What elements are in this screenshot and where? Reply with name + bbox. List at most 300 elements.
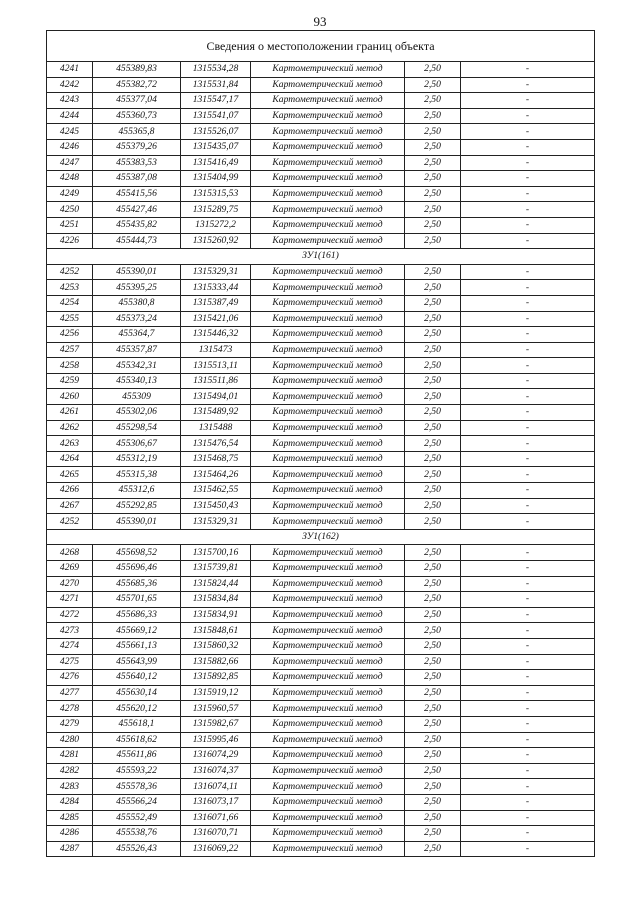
table-title-row bbox=[47, 31, 595, 62]
description-cell: - bbox=[461, 779, 595, 795]
method-cell: Картометрический метод bbox=[251, 545, 405, 561]
description-cell: - bbox=[461, 77, 595, 93]
accuracy-cell: 2,50 bbox=[405, 576, 461, 592]
accuracy-cell: 2,50 bbox=[405, 202, 461, 218]
x-coordinate-cell: 455538,76 bbox=[93, 826, 181, 842]
accuracy-cell: 2,50 bbox=[405, 436, 461, 452]
point-number-cell: 4277 bbox=[47, 685, 93, 701]
method-cell: Картометрический метод bbox=[251, 233, 405, 249]
description-cell: - bbox=[461, 124, 595, 140]
y-coordinate-cell: 1315476,54 bbox=[181, 436, 251, 452]
y-coordinate-cell: 1315848,61 bbox=[181, 623, 251, 639]
table-row bbox=[47, 592, 595, 608]
method-cell: Картометрический метод bbox=[251, 654, 405, 670]
y-coordinate-cell: 1315919,12 bbox=[181, 685, 251, 701]
description-cell: - bbox=[461, 451, 595, 467]
point-number-cell: 4272 bbox=[47, 607, 93, 623]
y-coordinate-cell: 1316073,17 bbox=[181, 794, 251, 810]
accuracy-cell: 2,50 bbox=[405, 685, 461, 701]
description-cell: - bbox=[461, 311, 595, 327]
point-number-cell: 4242 bbox=[47, 77, 93, 93]
description-cell: - bbox=[461, 217, 595, 233]
description-cell: - bbox=[461, 155, 595, 171]
table-row bbox=[47, 108, 595, 124]
table-row bbox=[47, 685, 595, 701]
table-row bbox=[47, 763, 595, 779]
method-cell: Картометрический метод bbox=[251, 483, 405, 499]
x-coordinate-cell: 455302,06 bbox=[93, 405, 181, 421]
description-cell: - bbox=[461, 342, 595, 358]
description-cell: - bbox=[461, 545, 595, 561]
description-cell: - bbox=[461, 623, 595, 639]
x-coordinate-cell: 455380,8 bbox=[93, 295, 181, 311]
point-number-cell: 4247 bbox=[47, 155, 93, 171]
x-coordinate-cell: 455389,83 bbox=[93, 62, 181, 78]
point-number-cell: 4257 bbox=[47, 342, 93, 358]
accuracy-cell: 2,50 bbox=[405, 748, 461, 764]
description-cell: - bbox=[461, 295, 595, 311]
x-coordinate-cell: 455435,82 bbox=[93, 217, 181, 233]
page-number: 93 bbox=[313, 14, 327, 29]
method-cell: Картометрический метод bbox=[251, 514, 405, 530]
table-row bbox=[47, 124, 595, 140]
method-cell: Картометрический метод bbox=[251, 202, 405, 218]
y-coordinate-cell: 1315329,31 bbox=[181, 264, 251, 280]
table-row bbox=[47, 186, 595, 202]
x-coordinate-cell: 455312,6 bbox=[93, 483, 181, 499]
method-cell: Картометрический метод bbox=[251, 810, 405, 826]
table-row bbox=[47, 545, 595, 561]
description-cell: - bbox=[461, 748, 595, 764]
accuracy-cell: 2,50 bbox=[405, 217, 461, 233]
accuracy-cell: 2,50 bbox=[405, 93, 461, 109]
method-cell: Картометрический метод bbox=[251, 139, 405, 155]
point-number-cell: 4252 bbox=[47, 264, 93, 280]
y-coordinate-cell: 1315329,31 bbox=[181, 514, 251, 530]
table-row bbox=[47, 623, 595, 639]
point-number-cell: 4283 bbox=[47, 779, 93, 795]
accuracy-cell: 2,50 bbox=[405, 280, 461, 296]
accuracy-cell: 2,50 bbox=[405, 358, 461, 374]
method-cell: Картометрический метод bbox=[251, 155, 405, 171]
x-coordinate-cell: 455357,87 bbox=[93, 342, 181, 358]
point-number-cell: 4282 bbox=[47, 763, 93, 779]
method-cell: Картометрический метод bbox=[251, 77, 405, 93]
table-row bbox=[47, 420, 595, 436]
section-label: ЗУ1(162) bbox=[47, 529, 595, 545]
point-number-cell: 4256 bbox=[47, 327, 93, 343]
y-coordinate-cell: 1315446,32 bbox=[181, 327, 251, 343]
method-cell: Картометрический метод bbox=[251, 186, 405, 202]
point-number-cell: 4253 bbox=[47, 280, 93, 296]
accuracy-cell: 2,50 bbox=[405, 327, 461, 343]
point-number-cell: 4269 bbox=[47, 561, 93, 577]
y-coordinate-cell: 1316071,66 bbox=[181, 810, 251, 826]
y-coordinate-cell: 1316074,11 bbox=[181, 779, 251, 795]
accuracy-cell: 2,50 bbox=[405, 514, 461, 530]
method-cell: Картометрический метод bbox=[251, 311, 405, 327]
x-coordinate-cell: 455312,19 bbox=[93, 451, 181, 467]
point-number-cell: 4270 bbox=[47, 576, 93, 592]
y-coordinate-cell: 1315511,86 bbox=[181, 373, 251, 389]
description-cell: - bbox=[461, 373, 595, 389]
y-coordinate-cell: 1315333,44 bbox=[181, 280, 251, 296]
x-coordinate-cell: 455618,1 bbox=[93, 716, 181, 732]
point-number-cell: 4262 bbox=[47, 420, 93, 436]
y-coordinate-cell: 1315982,67 bbox=[181, 716, 251, 732]
method-cell: Картометрический метод bbox=[251, 451, 405, 467]
method-cell: Картометрический метод bbox=[251, 124, 405, 140]
y-coordinate-cell: 1315892,85 bbox=[181, 670, 251, 686]
x-coordinate-cell: 455298,54 bbox=[93, 420, 181, 436]
x-coordinate-cell: 455686,33 bbox=[93, 607, 181, 623]
method-cell: Картометрический метод bbox=[251, 498, 405, 514]
description-cell: - bbox=[461, 670, 595, 686]
method-cell: Картометрический метод bbox=[251, 592, 405, 608]
description-cell: - bbox=[461, 436, 595, 452]
section-label: ЗУ1(161) bbox=[47, 249, 595, 265]
boundary-table-container bbox=[46, 30, 594, 857]
description-cell: - bbox=[461, 233, 595, 249]
x-coordinate-cell: 455698,52 bbox=[93, 545, 181, 561]
boundary-coordinates-table bbox=[46, 30, 595, 857]
accuracy-cell: 2,50 bbox=[405, 701, 461, 717]
table-row bbox=[47, 217, 595, 233]
method-cell: Картометрический метод bbox=[251, 295, 405, 311]
accuracy-cell: 2,50 bbox=[405, 342, 461, 358]
x-coordinate-cell: 455390,01 bbox=[93, 514, 181, 530]
method-cell: Картометрический метод bbox=[251, 93, 405, 109]
accuracy-cell: 2,50 bbox=[405, 405, 461, 421]
point-number-cell: 4249 bbox=[47, 186, 93, 202]
description-cell: - bbox=[461, 280, 595, 296]
x-coordinate-cell: 455696,46 bbox=[93, 561, 181, 577]
y-coordinate-cell: 1315404,99 bbox=[181, 171, 251, 187]
method-cell: Картометрический метод bbox=[251, 171, 405, 187]
method-cell: Картометрический метод bbox=[251, 358, 405, 374]
point-number-cell: 4245 bbox=[47, 124, 93, 140]
x-coordinate-cell: 455661,13 bbox=[93, 638, 181, 654]
accuracy-cell: 2,50 bbox=[405, 186, 461, 202]
point-number-cell: 4267 bbox=[47, 498, 93, 514]
y-coordinate-cell: 1315547,17 bbox=[181, 93, 251, 109]
method-cell: Картометрический метод bbox=[251, 607, 405, 623]
description-cell: - bbox=[461, 186, 595, 202]
point-number-cell: 4264 bbox=[47, 451, 93, 467]
x-coordinate-cell: 455669,12 bbox=[93, 623, 181, 639]
description-cell: - bbox=[461, 826, 595, 842]
x-coordinate-cell: 455382,72 bbox=[93, 77, 181, 93]
description-cell: - bbox=[461, 467, 595, 483]
point-number-cell: 4226 bbox=[47, 233, 93, 249]
point-number-cell: 4276 bbox=[47, 670, 93, 686]
description-cell: - bbox=[461, 202, 595, 218]
point-number-cell: 4243 bbox=[47, 93, 93, 109]
y-coordinate-cell: 1315526,07 bbox=[181, 124, 251, 140]
point-number-cell: 4271 bbox=[47, 592, 93, 608]
y-coordinate-cell: 1315315,53 bbox=[181, 186, 251, 202]
x-coordinate-cell: 455701,65 bbox=[93, 592, 181, 608]
table-row bbox=[47, 62, 595, 78]
method-cell: Картометрический метод bbox=[251, 794, 405, 810]
accuracy-cell: 2,50 bbox=[405, 826, 461, 842]
x-coordinate-cell: 455566,24 bbox=[93, 794, 181, 810]
point-number-cell: 4263 bbox=[47, 436, 93, 452]
method-cell: Картометрический метод bbox=[251, 732, 405, 748]
table-body bbox=[47, 31, 595, 857]
method-cell: Картометрический метод bbox=[251, 763, 405, 779]
table-row bbox=[47, 732, 595, 748]
x-coordinate-cell: 455309 bbox=[93, 389, 181, 405]
description-cell: - bbox=[461, 483, 595, 499]
description-cell: - bbox=[461, 93, 595, 109]
accuracy-cell: 2,50 bbox=[405, 139, 461, 155]
description-cell: - bbox=[461, 514, 595, 530]
table-row bbox=[47, 670, 595, 686]
point-number-cell: 4252 bbox=[47, 514, 93, 530]
accuracy-cell: 2,50 bbox=[405, 545, 461, 561]
accuracy-cell: 2,50 bbox=[405, 155, 461, 171]
x-coordinate-cell: 455643,99 bbox=[93, 654, 181, 670]
x-coordinate-cell: 455387,08 bbox=[93, 171, 181, 187]
y-coordinate-cell: 1315416,49 bbox=[181, 155, 251, 171]
x-coordinate-cell: 455306,67 bbox=[93, 436, 181, 452]
y-coordinate-cell: 1315531,84 bbox=[181, 77, 251, 93]
table-row bbox=[47, 841, 595, 857]
description-cell: - bbox=[461, 405, 595, 421]
method-cell: Картометрический метод bbox=[251, 62, 405, 78]
table-row bbox=[47, 701, 595, 717]
accuracy-cell: 2,50 bbox=[405, 810, 461, 826]
y-coordinate-cell: 1315464,26 bbox=[181, 467, 251, 483]
x-coordinate-cell: 455342,31 bbox=[93, 358, 181, 374]
accuracy-cell: 2,50 bbox=[405, 420, 461, 436]
description-cell: - bbox=[461, 592, 595, 608]
point-number-cell: 4261 bbox=[47, 405, 93, 421]
table-row bbox=[47, 467, 595, 483]
table-row bbox=[47, 779, 595, 795]
x-coordinate-cell: 455593,22 bbox=[93, 763, 181, 779]
y-coordinate-cell: 1315494,01 bbox=[181, 389, 251, 405]
point-number-cell: 4287 bbox=[47, 841, 93, 857]
y-coordinate-cell: 1315421,06 bbox=[181, 311, 251, 327]
x-coordinate-cell: 455377,04 bbox=[93, 93, 181, 109]
point-number-cell: 4273 bbox=[47, 623, 93, 639]
x-coordinate-cell: 455315,38 bbox=[93, 467, 181, 483]
accuracy-cell: 2,50 bbox=[405, 311, 461, 327]
description-cell: - bbox=[461, 763, 595, 779]
accuracy-cell: 2,50 bbox=[405, 623, 461, 639]
point-number-cell: 4241 bbox=[47, 62, 93, 78]
description-cell: - bbox=[461, 654, 595, 670]
x-coordinate-cell: 455444,73 bbox=[93, 233, 181, 249]
point-number-cell: 4244 bbox=[47, 108, 93, 124]
table-row bbox=[47, 373, 595, 389]
point-number-cell: 4268 bbox=[47, 545, 93, 561]
point-number-cell: 4250 bbox=[47, 202, 93, 218]
method-cell: Картометрический метод bbox=[251, 436, 405, 452]
description-cell: - bbox=[461, 561, 595, 577]
x-coordinate-cell: 455611,86 bbox=[93, 748, 181, 764]
method-cell: Картометрический метод bbox=[251, 623, 405, 639]
point-number-cell: 4266 bbox=[47, 483, 93, 499]
y-coordinate-cell: 1316074,37 bbox=[181, 763, 251, 779]
x-coordinate-cell: 455685,36 bbox=[93, 576, 181, 592]
description-cell: - bbox=[461, 701, 595, 717]
point-number-cell: 4248 bbox=[47, 171, 93, 187]
method-cell: Картометрический метод bbox=[251, 716, 405, 732]
table-row bbox=[47, 638, 595, 654]
point-number-cell: 4265 bbox=[47, 467, 93, 483]
table-row bbox=[47, 405, 595, 421]
accuracy-cell: 2,50 bbox=[405, 779, 461, 795]
table-row bbox=[47, 748, 595, 764]
method-cell: Картометрический метод bbox=[251, 327, 405, 343]
method-cell: Картометрический метод bbox=[251, 701, 405, 717]
y-coordinate-cell: 1315387,49 bbox=[181, 295, 251, 311]
accuracy-cell: 2,50 bbox=[405, 77, 461, 93]
y-coordinate-cell: 1315289,75 bbox=[181, 202, 251, 218]
table-row bbox=[47, 93, 595, 109]
y-coordinate-cell: 1315824,44 bbox=[181, 576, 251, 592]
x-coordinate-cell: 455383,53 bbox=[93, 155, 181, 171]
description-cell: - bbox=[461, 358, 595, 374]
method-cell: Картометрический метод bbox=[251, 779, 405, 795]
x-coordinate-cell: 455526,43 bbox=[93, 841, 181, 857]
description-cell: - bbox=[461, 171, 595, 187]
method-cell: Картометрический метод bbox=[251, 748, 405, 764]
y-coordinate-cell: 1315260,92 bbox=[181, 233, 251, 249]
accuracy-cell: 2,50 bbox=[405, 233, 461, 249]
point-number-cell: 4254 bbox=[47, 295, 93, 311]
method-cell: Картометрический метод bbox=[251, 108, 405, 124]
accuracy-cell: 2,50 bbox=[405, 124, 461, 140]
description-cell: - bbox=[461, 810, 595, 826]
y-coordinate-cell: 1315462,55 bbox=[181, 483, 251, 499]
table-row bbox=[47, 826, 595, 842]
method-cell: Картометрический метод bbox=[251, 826, 405, 842]
x-coordinate-cell: 455552,49 bbox=[93, 810, 181, 826]
point-number-cell: 4255 bbox=[47, 311, 93, 327]
method-cell: Картометрический метод bbox=[251, 561, 405, 577]
accuracy-cell: 2,50 bbox=[405, 295, 461, 311]
y-coordinate-cell: 1315489,92 bbox=[181, 405, 251, 421]
method-cell: Картометрический метод bbox=[251, 373, 405, 389]
description-cell: - bbox=[461, 62, 595, 78]
point-number-cell: 4251 bbox=[47, 217, 93, 233]
point-number-cell: 4278 bbox=[47, 701, 93, 717]
y-coordinate-cell: 1315513,11 bbox=[181, 358, 251, 374]
method-cell: Картометрический метод bbox=[251, 389, 405, 405]
table-row bbox=[47, 607, 595, 623]
accuracy-cell: 2,50 bbox=[405, 373, 461, 389]
accuracy-cell: 2,50 bbox=[405, 171, 461, 187]
method-cell: Картометрический метод bbox=[251, 841, 405, 857]
point-number-cell: 4285 bbox=[47, 810, 93, 826]
description-cell: - bbox=[461, 685, 595, 701]
table-row bbox=[47, 654, 595, 670]
table-row bbox=[47, 311, 595, 327]
description-cell: - bbox=[461, 794, 595, 810]
table-row bbox=[47, 280, 595, 296]
description-cell: - bbox=[461, 716, 595, 732]
description-cell: - bbox=[461, 327, 595, 343]
table-row bbox=[47, 436, 595, 452]
table-row bbox=[47, 483, 595, 499]
description-cell: - bbox=[461, 139, 595, 155]
y-coordinate-cell: 1315435,07 bbox=[181, 139, 251, 155]
accuracy-cell: 2,50 bbox=[405, 62, 461, 78]
table-row bbox=[47, 295, 595, 311]
x-coordinate-cell: 455379,26 bbox=[93, 139, 181, 155]
accuracy-cell: 2,50 bbox=[405, 592, 461, 608]
x-coordinate-cell: 455427,46 bbox=[93, 202, 181, 218]
y-coordinate-cell: 1316074,29 bbox=[181, 748, 251, 764]
x-coordinate-cell: 455360,73 bbox=[93, 108, 181, 124]
x-coordinate-cell: 455390,01 bbox=[93, 264, 181, 280]
accuracy-cell: 2,50 bbox=[405, 561, 461, 577]
table-row bbox=[47, 810, 595, 826]
table-row bbox=[47, 451, 595, 467]
method-cell: Картометрический метод bbox=[251, 576, 405, 592]
x-coordinate-cell: 455630,14 bbox=[93, 685, 181, 701]
point-number-cell: 4258 bbox=[47, 358, 93, 374]
accuracy-cell: 2,50 bbox=[405, 794, 461, 810]
y-coordinate-cell: 1315272,2 bbox=[181, 217, 251, 233]
y-coordinate-cell: 1315739,81 bbox=[181, 561, 251, 577]
description-cell: - bbox=[461, 841, 595, 857]
y-coordinate-cell: 1315860,32 bbox=[181, 638, 251, 654]
table-row bbox=[47, 358, 595, 374]
y-coordinate-cell: 1315834,84 bbox=[181, 592, 251, 608]
table-row bbox=[47, 561, 595, 577]
table-row bbox=[47, 794, 595, 810]
description-cell: - bbox=[461, 420, 595, 436]
method-cell: Картометрический метод bbox=[251, 420, 405, 436]
point-number-cell: 4286 bbox=[47, 826, 93, 842]
point-number-cell: 4284 bbox=[47, 794, 93, 810]
method-cell: Картометрический метод bbox=[251, 264, 405, 280]
description-cell: - bbox=[461, 108, 595, 124]
y-coordinate-cell: 1316069,22 bbox=[181, 841, 251, 857]
accuracy-cell: 2,50 bbox=[405, 498, 461, 514]
point-number-cell: 4280 bbox=[47, 732, 93, 748]
y-coordinate-cell: 1315960,57 bbox=[181, 701, 251, 717]
accuracy-cell: 2,50 bbox=[405, 732, 461, 748]
description-cell: - bbox=[461, 389, 595, 405]
table-row bbox=[47, 139, 595, 155]
y-coordinate-cell: 1315995,46 bbox=[181, 732, 251, 748]
x-coordinate-cell: 455292,85 bbox=[93, 498, 181, 514]
x-coordinate-cell: 455395,25 bbox=[93, 280, 181, 296]
method-cell: Картометрический метод bbox=[251, 685, 405, 701]
accuracy-cell: 2,50 bbox=[405, 841, 461, 857]
table-row bbox=[47, 264, 595, 280]
table-row bbox=[47, 389, 595, 405]
y-coordinate-cell: 1315541,07 bbox=[181, 108, 251, 124]
y-coordinate-cell: 1315488 bbox=[181, 420, 251, 436]
description-cell: - bbox=[461, 498, 595, 514]
x-coordinate-cell: 455415,56 bbox=[93, 186, 181, 202]
description-cell: - bbox=[461, 638, 595, 654]
method-cell: Картометрический метод bbox=[251, 280, 405, 296]
table-row bbox=[47, 576, 595, 592]
y-coordinate-cell: 1315450,43 bbox=[181, 498, 251, 514]
point-number-cell: 4246 bbox=[47, 139, 93, 155]
table-row bbox=[47, 171, 595, 187]
table-row bbox=[47, 498, 595, 514]
point-number-cell: 4260 bbox=[47, 389, 93, 405]
